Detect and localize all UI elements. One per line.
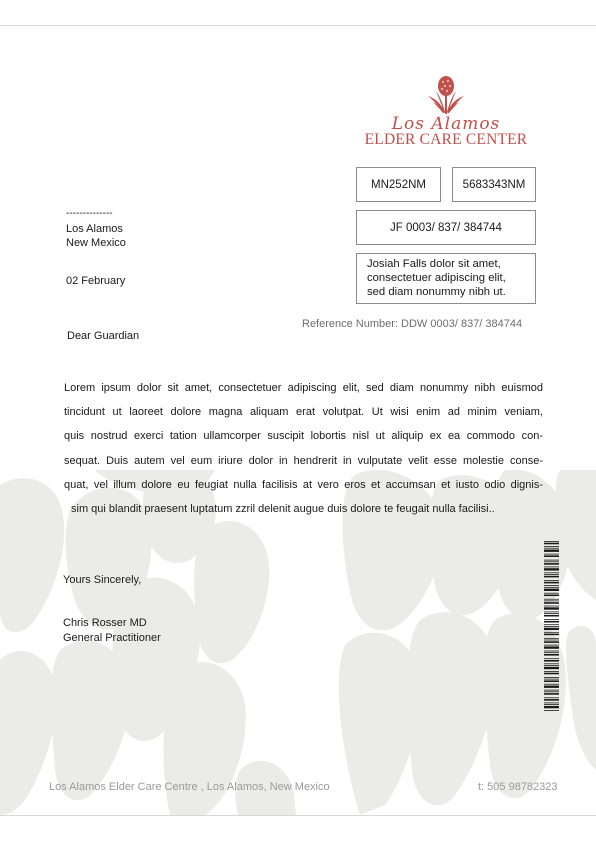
code-box-left (356, 167, 441, 202)
body-line: Lorem ipsum dolor sit amet, consectetuer adipiscing elit, sed diam nonummy nibh euismod (64, 382, 543, 394)
body-line: sequat. Duis autem vel eum iriure dolor in hendrerit in vulputate velit esse molestie conse- (64, 454, 543, 467)
code-left: MN252NM (371, 178, 426, 191)
footer-address: Los Alamos Elder Care Centre , Los Alamos, New Mexico (49, 781, 330, 793)
barcode (544, 541, 559, 711)
recipient-line-1: Los Alamos (66, 223, 123, 235)
body-line: quat, vel illum dolore eu feugiat nulla facilisis at vero eros et accumsan et iusto odio dignis- (64, 478, 543, 491)
flower-icon (424, 74, 468, 116)
note-line: sed diam nonummy nibh ut. (367, 286, 506, 298)
letter-date: 02 February (66, 275, 126, 287)
file-number: JF 0003/ 837/ 384744 (390, 221, 502, 234)
footer-phone: t: 505 98782323 (478, 781, 558, 793)
note-line: consectetuer adipiscing elit, (367, 272, 506, 284)
logo-script-text: Los Alamos (391, 114, 501, 134)
bottom-rule (0, 815, 596, 816)
letter-body (64, 376, 543, 521)
body-line: tincidunt ut laoreet dolore magna aliquam erat volutpat. Ut wisi enim ad minim veniam, (64, 406, 543, 419)
note-line: Josiah Falls dolor sit amet, (367, 258, 501, 270)
file-number-box (356, 210, 536, 245)
code-box-right (452, 167, 536, 202)
top-rule (0, 25, 596, 26)
body-line: quis nostrud exerci tation ullamcorper suscipit lobortis nisl ut aliquip ex ea commodo con- (64, 430, 543, 443)
note-box (356, 253, 536, 304)
recipient-line-2: New Mexico (66, 237, 126, 249)
body-line: sim qui blandit praesent luptatum zzril delenit augue duis dolore te feugait nulla facilisi.. (71, 503, 495, 516)
logo-name-text: ELDER CARE CENTER (364, 131, 528, 148)
recipient-dashes: -------------- (66, 208, 113, 219)
salutation: Dear Guardian (67, 330, 140, 342)
reference-number: Reference Number: DDW 0003/ 837/ 384744 (302, 318, 523, 330)
logo (360, 74, 532, 148)
code-right: 5683343NM (462, 178, 526, 191)
closing: Yours Sincerely, (63, 574, 142, 586)
signature-title: General Practitioner (63, 632, 161, 644)
signature-name: Chris Rosser MD (63, 617, 147, 629)
